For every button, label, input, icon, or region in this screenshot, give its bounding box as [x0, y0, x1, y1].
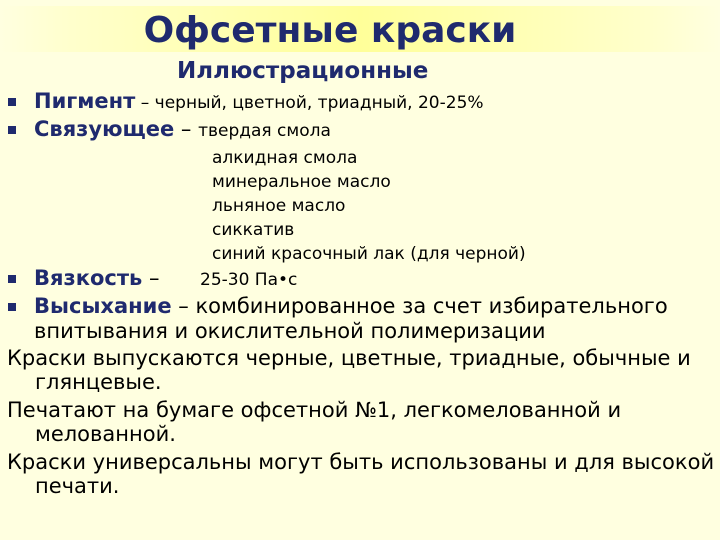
viscosity-term: Вязкость: [34, 266, 143, 290]
binder-items-list: [212, 146, 526, 266]
bullet-marker-drying: [8, 303, 16, 311]
paragraph-line: Печатают на бумаге офсетной №1, легкомелованной и: [7, 398, 622, 422]
binder-first-item: твердая смола: [198, 121, 331, 141]
drying-text-continued: впитывания и окислительной полимеризации: [34, 319, 546, 343]
binder-item: минеральное масло: [212, 172, 391, 192]
paragraph-paper: [7, 398, 621, 446]
paragraph-universal: [7, 450, 714, 498]
slide-subtitle: Иллюстрационные: [177, 58, 429, 84]
drying-term: Высыхание: [34, 294, 172, 318]
bullet-drying: [34, 294, 668, 318]
drying-text: – комбинированное за счет избирательного: [171, 294, 668, 318]
binder-item: алкидная смола: [212, 148, 358, 168]
viscosity-dash: –: [142, 266, 160, 290]
binder-item: сиккатив: [212, 220, 295, 240]
bullet-viscosity: [34, 266, 159, 290]
paragraph-line: Краски выпускаются черные, цветные, триадные, обычные и: [7, 346, 691, 370]
bullet-binder: [34, 117, 331, 141]
paragraph-line: глянцевые.: [35, 370, 162, 394]
binder-dash: –: [174, 117, 199, 141]
bullet-marker-pigment: [8, 98, 16, 106]
viscosity-value: 25-30 Па•с: [200, 270, 298, 290]
slide-title: Офсетные краски: [143, 10, 517, 51]
binder-item: синий красочный лак (для черной): [212, 244, 526, 264]
paragraph-line: печати.: [35, 474, 120, 498]
paragraph-line: Краски универсальны могут быть использованы и для высокой: [7, 450, 715, 474]
bullet-pigment: [34, 89, 484, 113]
paragraph-types: [7, 346, 691, 394]
pigment-text: – черный, цветной, триадный, 20-25%: [135, 93, 484, 113]
paragraph-line: мелованной.: [35, 422, 176, 446]
bullet-marker-viscosity: [8, 275, 16, 283]
binder-item: льняное масло: [212, 196, 346, 216]
pigment-term: Пигмент: [34, 89, 136, 113]
title-band: [0, 6, 720, 52]
binder-term: Связующее: [34, 117, 175, 141]
bullet-marker-binder: [8, 126, 16, 134]
